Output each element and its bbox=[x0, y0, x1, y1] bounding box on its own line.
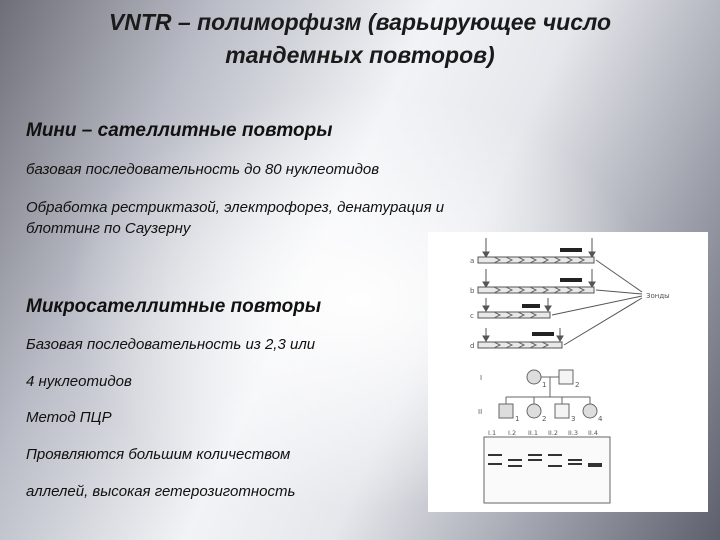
microsatellite-line-4: Проявляются большим количеством bbox=[26, 446, 291, 463]
minisatellite-line-2b: блоттинг по Саузерну bbox=[26, 220, 191, 237]
gen2-num-2: 2 bbox=[542, 415, 547, 423]
microsatellite-line-1: Базовая последовательность из 2,3 или bbox=[26, 336, 316, 353]
minisatellite-heading: Мини – сателлитные повторы bbox=[26, 120, 333, 141]
gen2-num-1: 1 bbox=[515, 415, 520, 423]
gen2-num-3: 3 bbox=[571, 415, 576, 423]
lane-label-4: II.2 bbox=[548, 429, 559, 437]
pedigree-gen-2: II bbox=[478, 408, 483, 416]
gen2-num-4: 4 bbox=[598, 415, 603, 423]
row-label-b: b bbox=[470, 287, 475, 295]
microsatellite-line-3: Метод ПЦР bbox=[26, 409, 112, 426]
minisatellite-line-1: базовая последовательность до 80 нуклеотидов bbox=[26, 161, 380, 178]
microsatellite-line-2: 4 нуклеотидов bbox=[26, 373, 132, 390]
vntr-diagram-figure bbox=[428, 232, 708, 512]
gel bbox=[484, 429, 610, 503]
lane-label-5: II.3 bbox=[568, 429, 579, 437]
gen1-num-2: 2 bbox=[575, 381, 580, 389]
title-line-1: VNTR – полиморфизм (варьирующее число bbox=[108, 9, 612, 35]
microsatellite-line-5: аллелей, высокая гетерозиготность bbox=[26, 483, 296, 500]
lane-label-6: II.4 bbox=[588, 429, 599, 437]
lane-label-2: I.2 bbox=[508, 429, 517, 437]
row-label-d: d bbox=[470, 342, 475, 350]
minisatellite-line-2a: Обработка рестриктазой, электрофорез, денатурация и bbox=[26, 199, 445, 216]
title-line-2: тандемных повторов) bbox=[225, 42, 495, 68]
restriction-fragments bbox=[478, 238, 642, 348]
lane-label-3: II.1 bbox=[528, 429, 539, 437]
microsatellite-heading: Микросателлитные повторы bbox=[26, 296, 322, 317]
gen1-num-1: 1 bbox=[542, 381, 547, 389]
slide-title bbox=[20, 6, 700, 72]
row-label-c: c bbox=[470, 312, 474, 320]
probes-label: Зонды bbox=[646, 292, 670, 300]
pedigree bbox=[499, 370, 597, 418]
pedigree-gen-1: I bbox=[480, 374, 483, 382]
row-label-a: a bbox=[470, 257, 475, 265]
lane-label-1: I.1 bbox=[488, 429, 497, 437]
